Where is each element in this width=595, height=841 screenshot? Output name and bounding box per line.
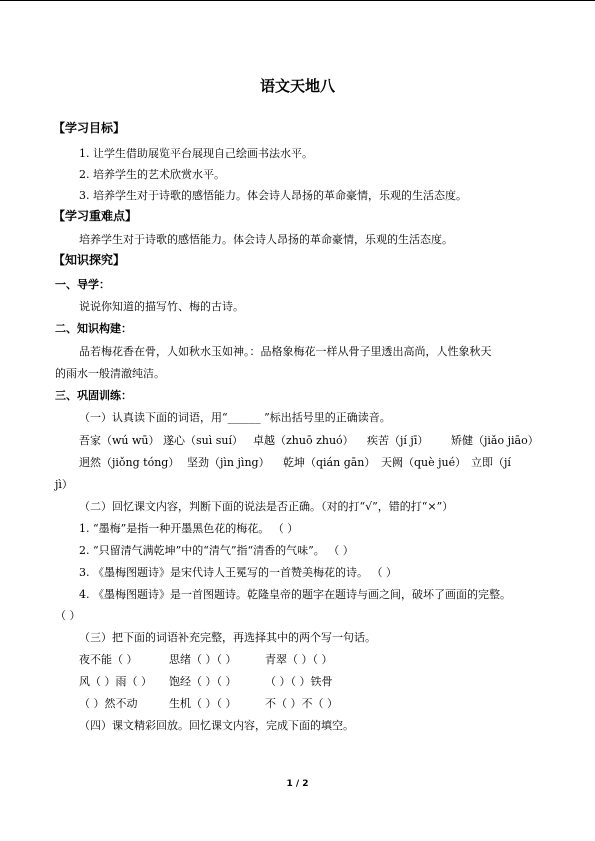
page-title: 语文天地八	[259, 77, 335, 95]
pinyin-row-2	[79, 456, 511, 470]
pinyin-row-3: jì）	[55, 478, 73, 491]
pinyin-item: 卓越（zhuō zhuó）	[253, 434, 354, 447]
pinyin-item: 吾家（wú wū）	[79, 434, 160, 447]
key-points-text: 培养学生对于诗歌的感悟能力。体会诗人昂扬的革命豪情，乐观的生活态度。	[79, 233, 453, 246]
build-header: 二、知识构建：	[55, 322, 132, 335]
practice-header: 三、巩固训练：	[55, 389, 132, 402]
goal-item-1: 1. 让学生借助展览平台展现自己绘画书法水平。	[79, 147, 313, 160]
pinyin-item: 疾苦（jí jī）	[367, 434, 429, 447]
fill-item: 生机（ ）（ ）	[169, 697, 237, 710]
key-points-header: 【学习重难点】	[53, 209, 138, 223]
pinyin-item: 乾坤（qián gān）	[283, 456, 376, 469]
practice-2-title: （二）回忆课文内容，判断下面的说法是否正确。（对的打“√”，错的打“×”）	[79, 500, 454, 513]
practice-4-title: （四）课文精彩回放。回忆课文内容，完成下面的填空。	[79, 719, 354, 732]
fill-item: 思绪（ ）（ ）	[169, 653, 237, 666]
fill-row-2	[79, 675, 333, 689]
fill-item: （ ）然不动	[79, 697, 138, 710]
fill-item: 不（ ）不（ ）	[265, 697, 338, 710]
pinyin-item: 遂心（suì suí）	[163, 434, 243, 447]
intro-text: 说说你知道的描写竹、梅的古诗。	[79, 300, 244, 313]
fill-item: 夜不能（ ）	[79, 653, 138, 666]
judge-item-1: 1. “墨梅”是指一种开墨黑色花的梅花。 （ ）	[79, 522, 299, 535]
build-text-line2: 的雨水一般清澈纯洁。	[55, 367, 165, 380]
pinyin-item: 天阙（què jué）	[381, 456, 467, 469]
goals-header: 【学习目标】	[53, 121, 126, 135]
fill-item: 风（ ）雨（ ）	[79, 675, 152, 688]
pinyin-item: 坚劲（jìn jìng）	[187, 456, 270, 469]
fill-row-1	[79, 653, 333, 667]
intro-header: 一、导学：	[55, 278, 110, 291]
goal-item-3: 3. 培养学生对于诗歌的感悟能力。体会诗人昂扬的革命豪情，乐观的生活态度。	[79, 189, 467, 202]
fill-item: （ ）（ ）铁骨	[265, 675, 333, 688]
judge-item-4-answer: （ ）	[55, 609, 81, 622]
practice-1-title: （一）认真读下面的词语，用“______ ”标出括号里的正确读音。	[79, 411, 391, 424]
judge-item-2: 2. “只留清气满乾坤”中的“清气”指“清香的气味”。 （ ）	[79, 544, 354, 557]
pinyin-item: 矫健（jiǎo jiāo）	[451, 434, 539, 447]
pinyin-item: 迥然（jiǒng tóng）	[79, 456, 180, 469]
practice-3-title: （三）把下面的词语补充完整，再选择其中的两个写一句话。	[79, 631, 376, 644]
fill-row-3	[79, 697, 338, 711]
fill-item: 青翠（ ）（ ）	[265, 653, 333, 666]
build-text-line1: 品若梅花香在骨，人如秋水玉如神。：品格象梅花一样从骨子里透出高尚，人性象秋天	[79, 345, 492, 358]
pinyin-row-1	[79, 434, 539, 448]
judge-item-4: 4. 《墨梅图题诗》是一首图题诗。乾隆皇帝的题字在题诗与画之间，破坏了画面的完整。	[79, 588, 511, 601]
fill-item: 饱经（ ）（ ）	[169, 675, 237, 688]
goal-item-2: 2. 培养学生的艺术欣赏水平。	[79, 168, 225, 181]
page-number: 1 / 2	[286, 779, 309, 789]
explore-header: 【知识探究】	[53, 253, 126, 267]
pinyin-item: 立即（jí	[471, 456, 511, 469]
judge-item-3: 3. 《墨梅图题诗》是宋代诗人王冕写的一首赞美梅花的诗。 （ ）	[79, 566, 397, 579]
